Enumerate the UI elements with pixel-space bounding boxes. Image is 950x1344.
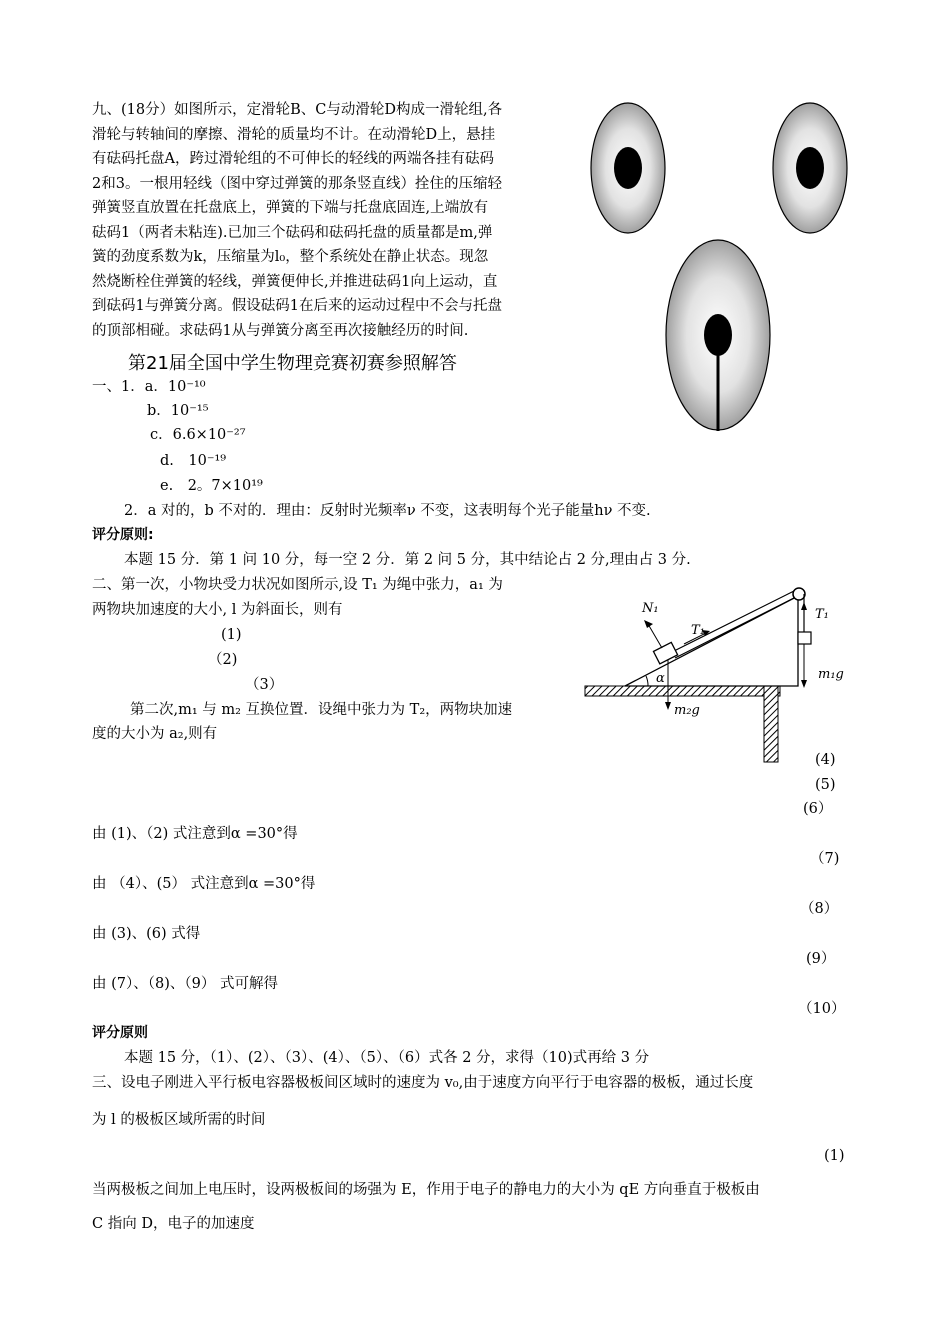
equation-number: (1) [824, 1148, 845, 1164]
grading-text-1: 本题 15 分．第 1 问 10 分，每一空 2 分．第 2 问 5 分，其中结论占 2 分,理由占 3 分. [124, 552, 691, 568]
problem-9-line: 砝码1（两者未粘连).已加三个砝码和砝码托盘的质量都是m,弹 [92, 224, 493, 241]
section-3-line: 当两极板之间加上电压时，设两极板间的场强为 E，作用于电子的静电力的大小为 qE 方向垂直于极板由 [92, 1182, 760, 1198]
problem-9-line: 有砝码托盘A，跨过滑轮组的不可伸长的轻线的两端各挂有砝码 [92, 151, 494, 167]
problem-9-line: 到砝码1与弹簧分离。假设砝码1在后来的运动过程中不会与托盘 [92, 298, 502, 314]
problem-9-line: 然烧断栓住弹簧的轻线，弹簧便伸长,并推进砝码1向上运动，直 [92, 273, 498, 290]
ground [585, 686, 780, 696]
table-edge [764, 686, 778, 762]
section-2-line: 度的大小为 a₂,则有 [92, 726, 218, 742]
grading-heading-1: 评分原则: [92, 527, 154, 543]
derivation-line: 由 (7）、（8)、（9） 式可解得 [92, 976, 278, 992]
page-title: 第21届全国中学生物理竞赛初赛参照解答 [128, 353, 457, 374]
section-3-line: C 指向 D，电子的加速度 [92, 1216, 255, 1232]
equation-number: (1) [221, 627, 242, 643]
answer-1b: b．10⁻¹⁵ [147, 403, 209, 419]
label-n1: N₁ [642, 601, 659, 616]
section-2-line: 两物块加速度的大小, l 为斜面长，则有 [92, 602, 343, 618]
problem-9-line: 2和3。一根用轻线（图中穿过弹簧的那条竖直线）拴住的压缩轻 [92, 175, 502, 192]
equation-number: （2) [208, 652, 238, 668]
oval-left-icon [591, 103, 665, 233]
oval-bottom-icon [666, 240, 770, 431]
equation-number: (4) [815, 752, 836, 768]
grading-text-2: 本题 15 分，（1）、(2）、（3）、(4）、（5）、（6）式各 2 分，求得（10)式再给 3 分 [124, 1050, 650, 1066]
problem-9-line: 簧的劲度系数为k，压缩量为l₀，整个系统处在静止状态。现忽 [92, 249, 489, 265]
incline-diagram [580, 580, 860, 770]
grading-heading-2: 评分原则 [92, 1025, 148, 1041]
answer-1c: c．6.6×10⁻²⁷ [150, 427, 246, 443]
problem-9-line: 九、(18分）如图所示，定滑轮B、C与动滑轮D构成一滑轮组,各 [92, 102, 503, 118]
problem-9-text [92, 98, 582, 343]
label-t1-hanging: T₁ [815, 607, 829, 622]
label-m1g: m₁g [818, 667, 844, 682]
answer-1a: 一、1．a．10⁻¹⁰ [92, 379, 206, 395]
section-3-line: 三、设电子刚进入平行板电容器极板间区域时的速度为 v₀,由于速度方向平行于电容器的极板，通过长度 [92, 1075, 754, 1091]
answer-1e: e. 2。7×10¹⁹ [160, 478, 263, 494]
equation-number: （7) [810, 851, 840, 867]
equation-number: （10） [798, 1001, 846, 1017]
equation-number: （3） [245, 677, 284, 693]
derivation-line: 由 （4）、(5） 式注意到α =30°得 [92, 876, 316, 892]
hanging-block [798, 632, 811, 644]
section-2-line: 第二次,m₁ 与 m₂ 互换位置．设绳中张力为 T₂，两物块加速 [130, 702, 513, 718]
section-3-line: 为 l 的极板区域所需的时间 [92, 1112, 266, 1128]
oval-right-icon [773, 103, 847, 233]
problem-9-line: 弹簧竖直放置在托盘底上，弹簧的下端与托盘底固连,上端放有 [92, 200, 489, 216]
section-2-line: 二、第一次，小物块受力状况如图所示,设 T₁ 为绳中张力，a₁ 为 [92, 577, 503, 593]
problem-9-line: 滑轮与转轴间的摩擦、滑轮的质量均不计。在动滑轮D上，悬挂 [92, 126, 496, 143]
problem-9-line: 的顶部相碰。求砝码1从与弹簧分离至再次接触经历的时间. [92, 322, 469, 339]
equation-number: (9） [806, 951, 836, 967]
label-alpha: α [656, 671, 665, 686]
pulley-icon [793, 588, 805, 600]
oval-figures [585, 95, 875, 440]
label-t1-incline: T₁ [691, 623, 705, 638]
equation-number: (6） [803, 801, 833, 817]
answer-1-q2: 2．a 对的，b 不对的．理由：反射时光频率ν 不变，这表明每个光子能量hν 不变. [124, 503, 651, 519]
label-m2g: m₂g [674, 703, 700, 718]
equation-number: （8） [800, 901, 839, 917]
answer-1d: d. 10⁻¹⁹ [160, 453, 227, 469]
equation-number: (5) [815, 777, 836, 793]
derivation-line: 由 (1)、（2) 式注意到α =30°得 [92, 826, 298, 842]
derivation-line: 由 (3)、(6) 式得 [92, 926, 201, 942]
